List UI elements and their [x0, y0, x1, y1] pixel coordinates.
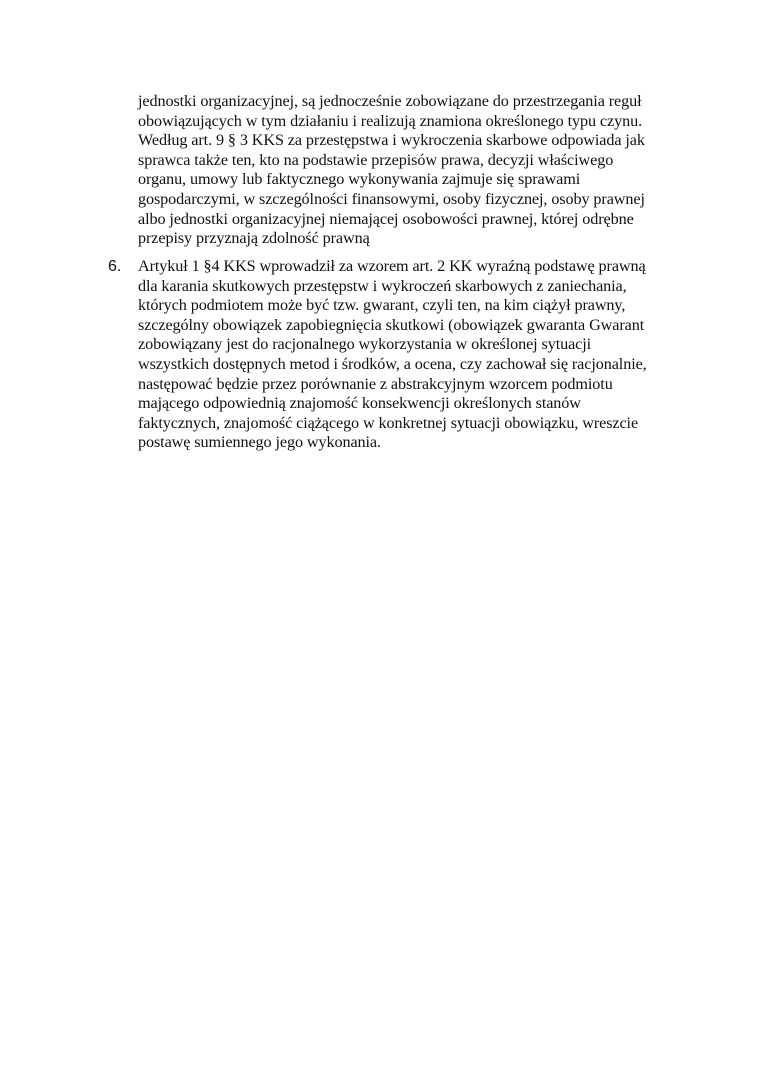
list-item-line: wszystkich dostępnych metod i środków, a ocena, czy zachował się racjonalnie,	[138, 354, 647, 373]
list-item-line: następować będzie przez porównanie z abstrakcyjnym wzorcem podmiotu	[138, 374, 613, 393]
list-item-line: mającego odpowiednią znajomość konsekwencji określonych stanów	[138, 394, 581, 413]
list-number: 6.	[108, 258, 122, 275]
list-item-line: Artykuł 1 §4 KKS wprowadził za wzorem art. 2 KK wyraźną podstawę prawną	[138, 257, 646, 275]
list-item-line: szczególny obowiązek zapobiegnięcia skutkowi (obowiązek gwaranta Gwarant	[138, 315, 645, 334]
list-item-line: postawę sumiennego jego wykonania.	[138, 433, 381, 452]
paragraph-line: jednostki organizacyjnej, są jednocześnie zobowiązane do przestrzegania reguł	[138, 92, 642, 110]
list-item-6	[108, 257, 678, 453]
continuation-paragraph	[138, 92, 678, 249]
paragraph-line: przepisy przyznają zdolność prawną	[138, 229, 370, 248]
paragraph-line: sprawca także ten, kto na podstawie przepisów prawa, decyzji właściwego	[138, 150, 614, 169]
paragraph-line: Według art. 9 § 3 KKS za przestępstwa i wykroczenia skarbowe odpowiada jak	[138, 131, 645, 150]
list-item-line: zobowiązany jest do racjonalnego wykorzystania w określonej sytuacji	[138, 335, 592, 354]
paragraph-line: organu, umowy lub faktycznego wykonywania zajmuje się sprawami	[138, 170, 581, 189]
paragraph-line: gospodarczymi, w szczególności finansowymi, osoby fizycznej, osoby prawnej	[138, 189, 645, 208]
paragraph-line: obowiązujących w tym działaniu i realizują znamiona określonego typu czynu.	[138, 111, 643, 130]
paragraph-line: albo jednostki organizacyjnej niemającej osobowości prawnej, której odrębne	[138, 209, 634, 228]
list-item-line: których podmiotem może być tzw. gwarant, czyli ten, na kim ciążył prawny,	[138, 296, 626, 315]
list-item-line: dla karania skutkowych przestępstw i wykroczeń skarbowych z zaniechania,	[138, 276, 627, 295]
list-item-line: faktycznych, znajomość ciążącego w konkretnej sytuacji obowiązku, wreszcie	[138, 413, 639, 432]
